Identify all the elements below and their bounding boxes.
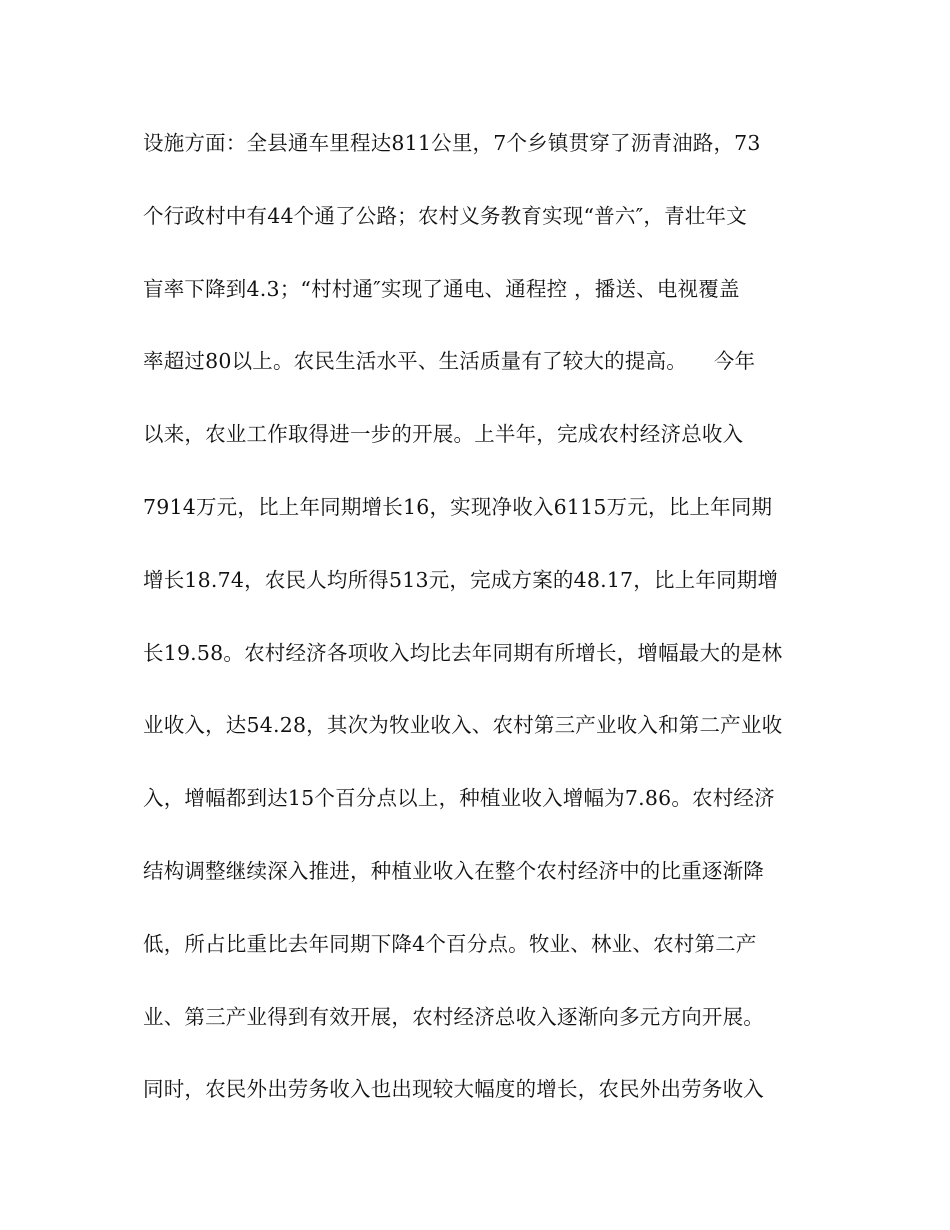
- text-line: 长19.58。农村经济各项收入均比去年同期有所增长，增幅最大的是林: [143, 640, 783, 665]
- text-line: 业收入，达54.28，其次为牧业收入、农村第三产业收入和第二产业收: [143, 713, 783, 738]
- text-line: 增长18.74，农民人均所得513元，完成方案的48.17，比上年同期增: [143, 567, 779, 592]
- text-line: 设施方面：全县通车里程达811公里，7个乡镇贯穿了沥青油路，73: [143, 131, 761, 155]
- text-line: 入，增幅都到达15个百分点以上，种植业收入增幅为7.86。农村经济: [143, 786, 775, 811]
- text-line: 结构调整继续深入推进，种植业收入在整个农村经济中的比重逐渐降: [143, 858, 764, 883]
- text-line: 业、第三产业得到有效开展，农村经济总收入逐渐向多元方向开展。: [143, 1004, 764, 1029]
- text-line: 个行政村中有44个通了公路；农村义务教育实现“普六″，青壮年文: [143, 203, 747, 228]
- body-paragraph: [143, 127, 823, 1146]
- text-line: 7914万元，比上年同期增长16，实现净收入6115万元，比上年同期: [143, 494, 773, 519]
- text-line: 率超过80以上。农民生活水平、生活质量有了较大的提高。 今年: [143, 349, 756, 374]
- text-line: 以来，农业工作取得进一步的开展。上半年，完成农村经济总收入: [143, 422, 744, 447]
- text-line: 同时，农民外出劳务收入也出现较大幅度的增长，农民外出劳务收入: [143, 1077, 764, 1102]
- text-line: 低，所占比重比去年同期下降4个百分点。牧业、林业、农村第二产: [143, 931, 757, 956]
- text-line: 盲率下降到4.3；“村村通″实现了通电、通程控 ，播送、电视覆盖: [143, 276, 740, 301]
